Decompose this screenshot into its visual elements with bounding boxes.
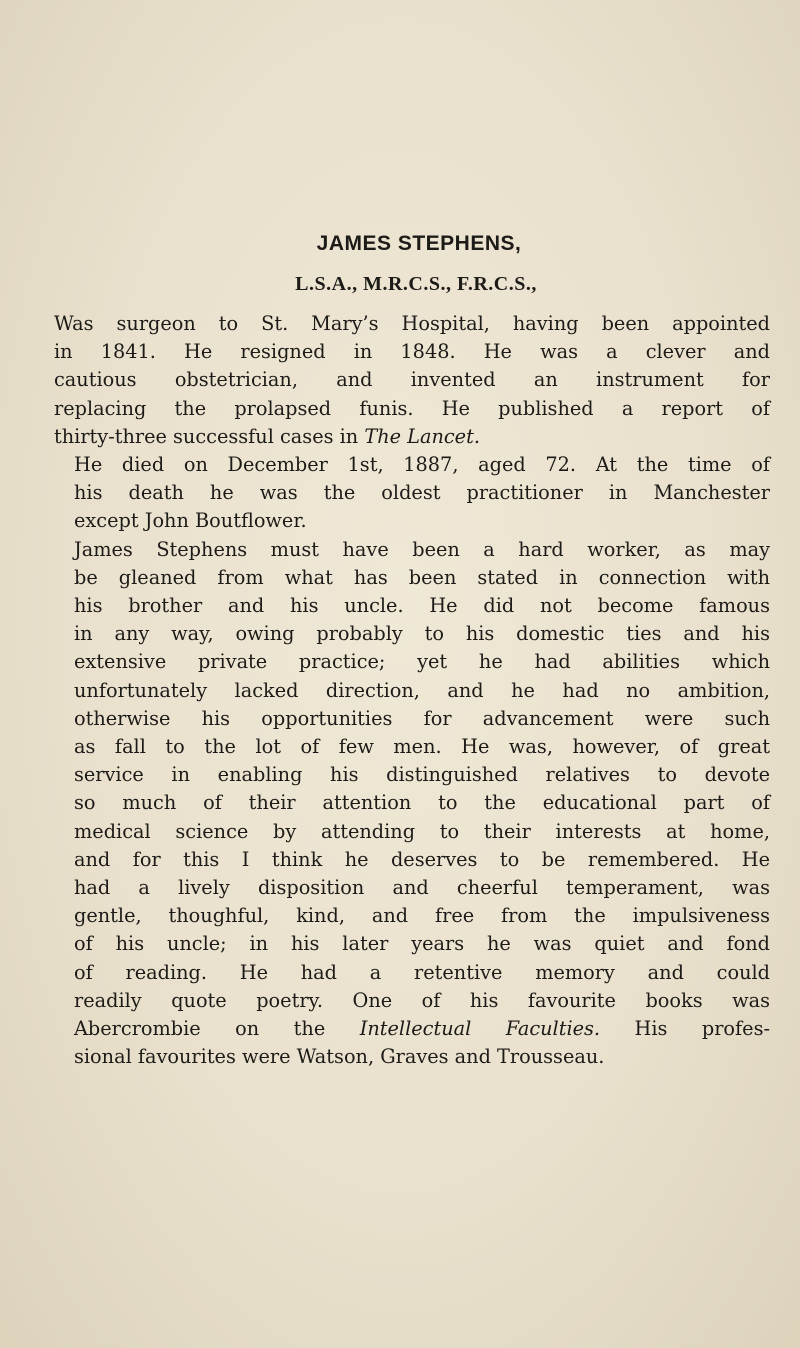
text-line: sional favourites were Watson, Graves and Trousseau. bbox=[74, 1045, 605, 1069]
text-line: replacing the prolapsed funis. He published a report of bbox=[54, 396, 770, 420]
text-line: be gleaned from what has been stated in connection with bbox=[74, 565, 770, 589]
text-line: of reading. He had a retentive memory and could bbox=[74, 960, 770, 984]
text-line: He died on December 1st, 1887, aged 72. At the time of bbox=[74, 453, 770, 477]
text-line: gentle, thoughful, kind, and free from the impulsiveness bbox=[74, 904, 770, 928]
text-line: as fall to the lot of few men. He was, however, of great bbox=[74, 735, 770, 759]
text-line bbox=[54, 423, 770, 451]
text-line bbox=[54, 1015, 770, 1043]
text-line: so much of their attention to the educational part of bbox=[74, 791, 770, 815]
text-line: Was surgeon to St. Mary’s Hospital, having been appointed bbox=[54, 312, 770, 335]
text-line: and for this I think he deserves to be remembered. He bbox=[74, 847, 770, 871]
text-line: had a lively disposition and cheerful temperament, was bbox=[74, 876, 770, 900]
text-fragment: thirty-three successful cases in bbox=[54, 424, 365, 448]
text-line: James Stephens must have been a hard worker, as may bbox=[74, 537, 770, 561]
text-line: of his uncle; in his later years he was quiet and fond bbox=[74, 932, 770, 956]
text-line: readily quote poetry. One of his favourite books was bbox=[74, 988, 770, 1012]
text-line: except John Boutflower. bbox=[74, 509, 307, 533]
paragraph-appointment bbox=[54, 310, 770, 451]
journal-title: The Lancet. bbox=[364, 424, 480, 448]
book-title: Intellectual Faculties. bbox=[359, 1017, 601, 1041]
text-line: in any way, owing probably to his domestic ties and his bbox=[74, 622, 770, 646]
paragraph-death bbox=[54, 451, 770, 536]
entry-qualifications: L.S.A., M.R.C.S., F.R.C.S., bbox=[295, 273, 537, 295]
biography-entry bbox=[54, 230, 770, 1071]
text-line: service in enabling his distinguished relatives to devote bbox=[74, 763, 770, 787]
text-line: extensive private practice; yet he had abilities which bbox=[74, 650, 770, 674]
text-line: in 1841. He resigned in 1848. He was a clever and bbox=[54, 340, 770, 364]
text-line: his brother and his uncle. He did not become famous bbox=[74, 594, 770, 618]
paragraph-character bbox=[54, 536, 770, 1072]
text-line: unfortunately lacked direction, and he had no ambition, bbox=[74, 678, 770, 702]
text-line: his death he was the oldest practitioner in Manchester bbox=[74, 481, 770, 505]
text-line: medical science by attending to their interests at home, bbox=[74, 819, 770, 843]
text-fragment: His profes- bbox=[600, 1017, 770, 1041]
text-fragment: Abercrombie on the bbox=[74, 1017, 360, 1041]
text-line: cautious obstetrician, and invented an instrument for bbox=[54, 368, 770, 392]
entry-name-heading: JAMES STEPHENS, bbox=[316, 232, 522, 255]
text-line: otherwise his opportunities for advancement were such bbox=[74, 706, 770, 730]
